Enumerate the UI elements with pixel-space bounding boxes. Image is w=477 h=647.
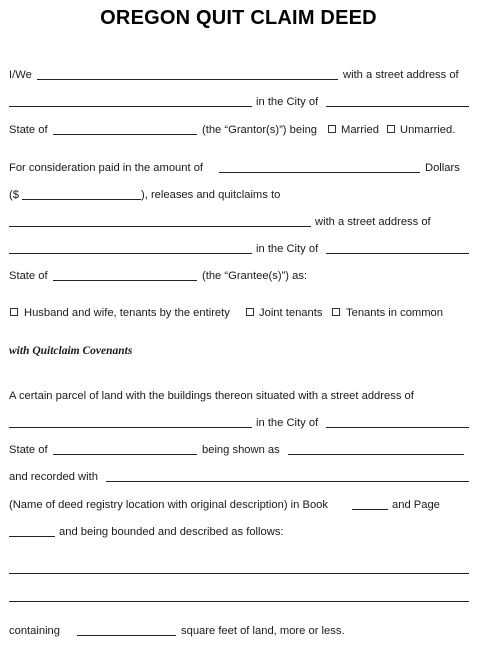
consideration-row <box>0 161 477 175</box>
consideration-amount-row <box>0 188 477 202</box>
consideration-amount-field[interactable] <box>22 199 141 200</box>
page-field[interactable] <box>9 536 55 537</box>
registry-row <box>0 498 477 512</box>
tenants-in-common-label: Tenants in common <box>346 307 444 319</box>
shown-as-label: being shown as <box>202 444 280 456</box>
grantor-name-row <box>0 68 477 82</box>
grantor-city-label: in the City of <box>256 96 319 108</box>
grantee-street-label: with a street address of <box>315 216 431 228</box>
description-row-1 <box>0 562 477 576</box>
grantor-state-label: State of <box>9 124 48 136</box>
unmarried-label: Unmarried. <box>400 124 456 136</box>
grantor-designation-text: (the “Grantor(s)”) being <box>202 124 318 136</box>
bounded-row <box>0 525 477 539</box>
recorded-with-row <box>0 470 477 484</box>
consideration-label: For consideration paid in the amount of <box>9 162 204 174</box>
husband-wife-checkbox[interactable] <box>10 308 18 316</box>
description-line-1[interactable] <box>9 573 469 574</box>
and-page-label: and Page <box>392 499 440 511</box>
square-feet-field[interactable] <box>77 635 176 636</box>
grantor-address-row <box>0 95 477 109</box>
grantee-street-field[interactable] <box>9 253 252 254</box>
recorded-with-field[interactable] <box>106 481 469 482</box>
covenants-heading-row <box>0 344 477 358</box>
grantor-street-label: with a street address of <box>343 69 459 81</box>
parcel-state-row <box>0 443 477 457</box>
tenancy-row <box>0 306 477 320</box>
grantee-state-row <box>0 269 477 283</box>
containing-label: containing <box>9 625 61 637</box>
description-row-2 <box>0 590 477 604</box>
parcel-intro-row <box>0 389 477 403</box>
grantor-name-prefix: I/We <box>9 69 32 81</box>
grantee-state-field[interactable] <box>53 280 197 281</box>
grantee-name-field[interactable] <box>9 226 311 227</box>
covenants-heading: with Quitclaim Covenants <box>9 345 133 357</box>
parcel-state-label: State of <box>9 444 48 456</box>
shown-as-field[interactable] <box>288 454 464 455</box>
parcel-city-label: in the City of <box>256 417 319 429</box>
grantee-designation-text: (the “Grantee(s)”) as: <box>202 270 308 282</box>
book-field[interactable] <box>352 509 388 510</box>
parcel-state-field[interactable] <box>53 454 197 455</box>
containing-row <box>0 624 477 638</box>
grantor-state-row <box>0 123 477 137</box>
grantor-city-field[interactable] <box>326 106 469 107</box>
married-checkbox[interactable] <box>328 125 336 133</box>
grantee-address-row <box>0 242 477 256</box>
grantee-city-field[interactable] <box>326 253 469 254</box>
description-line-2[interactable] <box>9 601 469 602</box>
married-label: Married <box>341 124 379 136</box>
grantor-state-field[interactable] <box>53 134 197 135</box>
square-feet-label: square feet of land, more or less. <box>181 625 345 637</box>
joint-tenants-checkbox[interactable] <box>246 308 254 316</box>
grantee-name-row <box>0 215 477 229</box>
parcel-intro-text: A certain parcel of land with the buildings thereon situated with a street address of <box>9 390 414 402</box>
tenants-in-common-checkbox[interactable] <box>332 308 340 316</box>
grantor-street-field[interactable] <box>9 106 252 107</box>
grantor-name-field[interactable] <box>37 79 338 80</box>
parcel-street-field[interactable] <box>9 427 252 428</box>
grantee-state-label: State of <box>9 270 48 282</box>
parcel-address-row <box>0 416 477 430</box>
unmarried-checkbox[interactable] <box>387 125 395 133</box>
grantee-city-label: in the City of <box>256 243 319 255</box>
bounded-text: and being bounded and described as follows: <box>59 526 284 538</box>
husband-wife-label: Husband and wife, tenants by the entirety <box>24 307 230 319</box>
page-title: OREGON QUIT CLAIM DEED <box>100 7 377 29</box>
joint-tenants-label: Joint tenants <box>259 307 323 319</box>
parcel-city-field[interactable] <box>326 427 469 428</box>
registry-text: (Name of deed registry location with original description) in Book <box>9 499 328 511</box>
amount-paren-open: ($ <box>9 189 19 201</box>
releases-text: ), releases and quitclaims to <box>141 189 281 201</box>
recorded-with-label: and recorded with <box>9 471 98 483</box>
dollars-label: Dollars <box>425 162 460 174</box>
consideration-words-field[interactable] <box>219 172 420 173</box>
